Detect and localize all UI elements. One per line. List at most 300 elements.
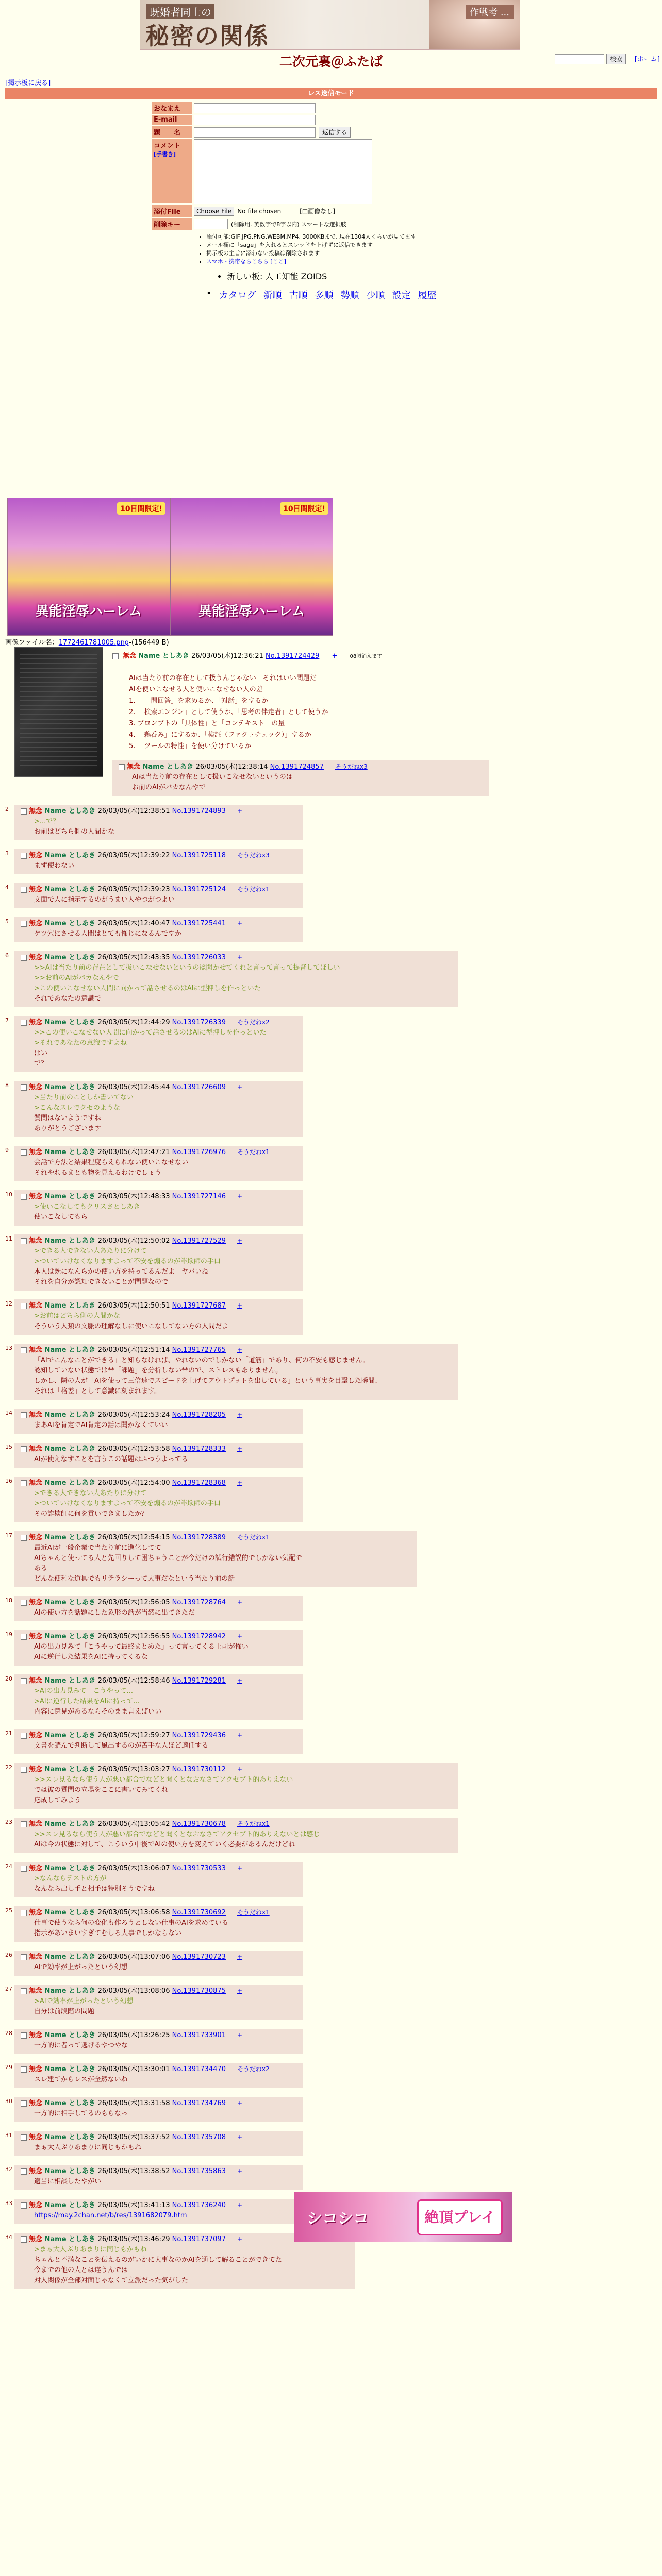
sodane-button[interactable]: そうだねx2 bbox=[237, 1019, 270, 1026]
reply-no-link[interactable]: No.1391728205 bbox=[172, 1411, 226, 1419]
reply-line: まぁ大人ぶりあまりに同じもかもね bbox=[34, 2144, 142, 2151]
reply-date: 26/03/05(木)13:06:07 bbox=[97, 1865, 172, 1872]
reply-body bbox=[34, 1454, 297, 1465]
reply-line: ケツ穴にさせる人間はとても怖じになるんですか bbox=[34, 930, 181, 938]
reply-line: どんな便利な道具でもリテラシーって大事だなという当たり前の話 bbox=[34, 1575, 235, 1583]
reply-subject: 無念 bbox=[29, 1865, 45, 1872]
reply-line: 指示があいまいすぎてむしろ大事でしかならない bbox=[34, 1929, 182, 1937]
sodane-button[interactable]: + bbox=[237, 2133, 243, 2141]
mobile-link[interactable]: スマホ・携帯ならこちら bbox=[206, 258, 269, 265]
reply-number: 21 bbox=[5, 1730, 12, 1737]
reply-url-link[interactable]: https://may.2chan.net/b/res/1391682079.htm bbox=[34, 2212, 187, 2219]
reply-checkbox[interactable] bbox=[21, 887, 27, 893]
reply-checkbox[interactable] bbox=[21, 1084, 27, 1091]
reply-line: それやれるまとも物を見えるわけでしょう bbox=[34, 1169, 162, 1177]
reply-date: 26/03/05(木)13:37:52 bbox=[97, 2133, 172, 2141]
comment-label bbox=[152, 139, 192, 203]
sodane-button[interactable]: + bbox=[237, 1479, 243, 1486]
reply-checkbox[interactable] bbox=[21, 1020, 27, 1026]
reply-no-link[interactable]: No.1391735708 bbox=[172, 2133, 226, 2141]
reply-line: 今までの他の人とは違うんでは bbox=[34, 2266, 128, 2274]
reply-post bbox=[5, 1985, 303, 2020]
sodane-button[interactable]: + bbox=[237, 1865, 243, 1872]
reply-line: AIに逆行した結果をAIに持ってくるな bbox=[34, 1653, 148, 1661]
submit-reply-button[interactable]: 返信する bbox=[319, 127, 351, 138]
op-name: Name としあき bbox=[138, 652, 189, 660]
reply-header bbox=[21, 1730, 297, 1741]
reply-checkbox[interactable] bbox=[21, 1303, 27, 1309]
reply-body bbox=[132, 772, 483, 793]
reply-subject: 無念 bbox=[29, 2065, 45, 2073]
reply-no-link[interactable]: No.1391735863 bbox=[172, 2167, 226, 2175]
reply-no-link[interactable]: No.1391727765 bbox=[172, 1346, 226, 1354]
reply-header bbox=[21, 850, 297, 861]
reply-body bbox=[34, 817, 297, 837]
sodane-button[interactable]: そうだねx3 bbox=[335, 763, 368, 770]
subject-label: 題 名 bbox=[152, 126, 192, 138]
top-ad-banner[interactable] bbox=[140, 0, 520, 50]
reply-no-link[interactable]: No.1391727687 bbox=[172, 1302, 226, 1310]
reply-date: 26/03/05(木)12:58:46 bbox=[97, 1677, 172, 1685]
reply-line: AIは今の状態に対して、こういう中後でAIの使い方を変えていく必要があるんだけどね bbox=[34, 1841, 295, 1849]
reply-no-link[interactable]: No.1391730112 bbox=[172, 1766, 226, 1773]
reply-line: AIで効率が上がったという幻想 bbox=[34, 1963, 128, 1971]
no-image-checkbox[interactable]: [□画像なし] bbox=[300, 208, 335, 215]
reply-no-link[interactable]: No.1391726339 bbox=[172, 1019, 226, 1026]
sort-new-link[interactable]: 新順 bbox=[263, 290, 282, 301]
reply-no-link[interactable]: No.1391734769 bbox=[172, 2099, 226, 2107]
ad-banner-right[interactable] bbox=[170, 498, 333, 636]
reply-no-link[interactable]: No.1391724893 bbox=[172, 807, 226, 815]
reply-name: Name としあき bbox=[44, 1302, 98, 1310]
reply-no-link[interactable]: No.1391734470 bbox=[172, 2065, 226, 2073]
reply-header bbox=[21, 1300, 297, 1311]
op-no-link[interactable]: No.1391724429 bbox=[266, 652, 320, 660]
reply-checkbox[interactable] bbox=[21, 1678, 27, 1684]
reply-no-link[interactable]: No.1391729436 bbox=[172, 1732, 226, 1739]
reply-checkbox[interactable] bbox=[21, 1634, 27, 1640]
reply-name: Name としあき bbox=[44, 2133, 98, 2141]
note-item: • 添付可能:GIF,JPG,PNG,WEBM,MP4. 3000KBまで. 現在1304人くらいが見てます bbox=[206, 233, 512, 241]
sodane-button[interactable]: + bbox=[237, 1633, 243, 1640]
reply-number: 17 bbox=[5, 1532, 12, 1539]
reply-post bbox=[5, 1906, 303, 1942]
reply-subject: 無念 bbox=[29, 1534, 45, 1541]
reply-checkbox[interactable] bbox=[21, 2202, 27, 2209]
sodane-button[interactable]: + bbox=[237, 2235, 243, 2243]
reply-header bbox=[21, 1444, 297, 1454]
sodane-button[interactable]: + bbox=[237, 1766, 243, 1773]
reply-subject: 無念 bbox=[127, 763, 143, 771]
sodane-button[interactable]: + bbox=[237, 920, 243, 927]
reply-header bbox=[21, 1147, 297, 1158]
name-field[interactable] bbox=[194, 103, 316, 113]
reply-header bbox=[21, 1082, 297, 1093]
reply-name: Name としあき bbox=[44, 1633, 98, 1640]
sodane-button[interactable]: + bbox=[237, 1237, 243, 1244]
sodane-button[interactable]: + bbox=[237, 1302, 243, 1309]
reply-name: Name としあき bbox=[44, 1534, 98, 1541]
reply-line: >>AIは当たり前の存在として扱いこなせないというのは聞かせてくれと言って言って提督してほしい bbox=[34, 964, 340, 972]
reply-body bbox=[34, 1741, 297, 1751]
reply-checkbox[interactable] bbox=[21, 1238, 27, 1244]
reply-name: Name としあき bbox=[44, 1445, 98, 1453]
here-link[interactable]: [ここ] bbox=[270, 258, 286, 265]
reply-subject: 無念 bbox=[29, 807, 45, 815]
reply-name: Name としあき bbox=[44, 1346, 98, 1354]
reply-body bbox=[34, 2245, 349, 2286]
sort-momentum-link[interactable]: 勢順 bbox=[340, 290, 359, 301]
reply-number: 27 bbox=[5, 1986, 12, 1992]
reply-checkbox[interactable] bbox=[21, 2134, 27, 2141]
reply-checkbox[interactable] bbox=[21, 2032, 27, 2039]
reply-no-link[interactable]: No.1391730723 bbox=[172, 1953, 226, 1961]
back-to-board-link[interactable]: [掲示板に戻る] bbox=[5, 79, 51, 87]
reply-date: 26/03/05(木)12:47:21 bbox=[97, 1148, 172, 1156]
reply-body bbox=[34, 2177, 297, 2187]
reply-line: >AIの出力見みて「こうやって... bbox=[34, 1687, 134, 1695]
reply-number: 30 bbox=[5, 2098, 12, 2105]
email-label: E-mail bbox=[152, 115, 192, 125]
delkey-note: (削除用. 英数字で8字以内) スマートな選択肢 bbox=[231, 221, 346, 228]
reply-header bbox=[21, 1017, 297, 1028]
reply-date: 26/03/05(木)13:06:58 bbox=[97, 1909, 172, 1917]
choose-file-button[interactable]: Choose File bbox=[194, 207, 234, 216]
reply-checkbox[interactable] bbox=[21, 2066, 27, 2073]
reply-line: >ついていけなくなりますよって不安を煽るのが詐欺師の手口 bbox=[34, 1500, 221, 1507]
op-file-link[interactable]: 1772461781005.png bbox=[58, 639, 129, 647]
reply-body bbox=[34, 1686, 297, 1717]
sodane-button[interactable]: + bbox=[237, 2167, 243, 2175]
reply-checkbox[interactable] bbox=[21, 1910, 27, 1916]
reply-checkbox[interactable] bbox=[21, 1767, 27, 1773]
reply-number: 19 bbox=[5, 1631, 12, 1638]
reply-line: お前のAIがバカなんやで bbox=[132, 784, 206, 791]
reply-no-link[interactable]: No.1391726609 bbox=[172, 1083, 226, 1091]
op-body bbox=[129, 673, 479, 752]
reply-header bbox=[21, 952, 452, 963]
reply-subject: 無念 bbox=[29, 2099, 45, 2107]
reply-line: まあAIを肯定でAI肯定の話は聞かなくていい bbox=[34, 1421, 168, 1429]
sodane-button[interactable]: + bbox=[237, 1346, 243, 1353]
reply-checkbox[interactable] bbox=[21, 1535, 27, 1541]
reply-checkbox[interactable] bbox=[21, 955, 27, 961]
reply-date: 26/03/05(木)12:43:35 bbox=[97, 954, 172, 961]
history-link[interactable]: 履歴 bbox=[418, 290, 437, 301]
reply-line: 一方的に者って逃げるやつやな bbox=[34, 2042, 128, 2049]
op-sod-button[interactable]: + bbox=[332, 652, 338, 660]
reply-no-link[interactable]: No.1391724857 bbox=[270, 763, 324, 771]
reply-name: Name としあき bbox=[44, 1677, 98, 1685]
op-checkbox[interactable] bbox=[112, 653, 119, 659]
reply-post bbox=[5, 1531, 417, 1587]
inline-ad-banner[interactable] bbox=[294, 2192, 512, 2242]
reply-line: ちゃんと不満なことを伝えるのがいかに大事なのかAIを通して解ることができてた bbox=[34, 2256, 282, 2264]
reply-subject: 無念 bbox=[29, 1411, 45, 1419]
reply-name: Name としあき bbox=[44, 1865, 98, 1872]
reply-subject: 無念 bbox=[29, 1633, 45, 1640]
reply-line: 使いこなしてもら bbox=[34, 1213, 88, 1221]
reply-no-link[interactable]: No.1391730692 bbox=[172, 1909, 226, 1917]
ad-banner-left[interactable] bbox=[7, 498, 170, 636]
reply-body bbox=[34, 963, 452, 1004]
reply-line: ある bbox=[34, 1565, 48, 1572]
catalog-link[interactable]: カタログ bbox=[219, 290, 256, 301]
reply-checkbox[interactable] bbox=[21, 1866, 27, 1872]
reply-no-link[interactable]: No.1391728389 bbox=[172, 1534, 226, 1541]
reply-subject: 無念 bbox=[29, 1019, 45, 1026]
reply-date: 26/03/05(木)13:31:58 bbox=[97, 2099, 172, 2107]
reply-header bbox=[21, 2098, 297, 2109]
sodane-button[interactable]: + bbox=[237, 1599, 243, 1606]
reply-no-link[interactable]: No.1391725118 bbox=[172, 852, 226, 859]
reply-no-link[interactable]: No.1391725441 bbox=[172, 920, 226, 927]
reply-checkbox[interactable] bbox=[21, 1480, 27, 1486]
op-file-line bbox=[5, 637, 169, 647]
reply-no-link[interactable]: No.1391728333 bbox=[172, 1445, 226, 1453]
reply-body bbox=[34, 929, 297, 939]
reply-no-link[interactable]: No.1391728942 bbox=[172, 1633, 226, 1640]
reply-name: Name としあき bbox=[44, 1732, 98, 1739]
banner-right-text: 作戦考 ... bbox=[466, 5, 514, 19]
reply-no-link[interactable]: No.1391730678 bbox=[172, 1820, 226, 1828]
reply-body bbox=[34, 1093, 297, 1134]
reply-number: 15 bbox=[5, 1444, 12, 1450]
reply-header bbox=[21, 1764, 452, 1775]
reply-no-link[interactable]: No.1391730875 bbox=[172, 1987, 226, 1995]
reply-checkbox[interactable] bbox=[21, 1194, 27, 1200]
sodane-button[interactable]: そうだねx1 bbox=[237, 1909, 270, 1916]
reply-date: 26/03/05(木)12:54:15 bbox=[97, 1534, 172, 1541]
sodane-button[interactable]: そうだねx1 bbox=[237, 886, 270, 893]
reply-body bbox=[34, 1420, 297, 1431]
reply-body bbox=[34, 1543, 410, 1584]
reply-line: >AIで効率が上がったという幻想 bbox=[34, 1997, 134, 2005]
reply-name: Name としあき bbox=[44, 2065, 98, 2073]
reply-body bbox=[34, 1608, 297, 1618]
reply-date: 26/03/05(木)13:30:01 bbox=[97, 2065, 172, 2073]
reply-line: 文面で人に指示するのがうまい人やつがつよい bbox=[34, 896, 175, 904]
sodane-button[interactable]: + bbox=[237, 1445, 243, 1452]
no-file-text: No file chosen bbox=[237, 207, 282, 215]
reply-checkbox[interactable] bbox=[21, 1412, 27, 1418]
reply-no-link[interactable]: No.1391726976 bbox=[172, 1148, 226, 1156]
reply-checkbox[interactable] bbox=[21, 2168, 27, 2175]
reply-body bbox=[34, 1962, 297, 1973]
reply-header bbox=[21, 884, 297, 895]
reply-body bbox=[34, 2075, 297, 2085]
sodane-button[interactable]: + bbox=[237, 1953, 243, 1960]
sodane-button[interactable]: + bbox=[237, 1083, 243, 1091]
sodane-button[interactable]: + bbox=[237, 807, 243, 815]
reply-header bbox=[21, 2132, 297, 2143]
reply-line: >お前はどちら側の人間かな bbox=[34, 1312, 120, 1320]
reply-name: Name としあき bbox=[44, 886, 98, 893]
reply-no-link[interactable]: No.1391725124 bbox=[172, 886, 226, 893]
reply-checkbox[interactable] bbox=[21, 1149, 27, 1156]
reply-number: 20 bbox=[5, 1675, 12, 1682]
reply-no-link[interactable]: No.1391729281 bbox=[172, 1677, 226, 1685]
reply-subject: 無念 bbox=[29, 886, 45, 893]
banner-title: 秘密の関係 bbox=[145, 22, 269, 50]
reply-name: Name としあき bbox=[44, 1411, 98, 1419]
reply-body bbox=[34, 1642, 297, 1663]
reply-line: 最近AIが一般企業で当たり前に進化してて bbox=[34, 1544, 161, 1552]
reply-no-link[interactable]: No.1391730533 bbox=[172, 1865, 226, 1872]
sodane-button[interactable]: + bbox=[237, 1411, 243, 1418]
reply-checkbox[interactable] bbox=[21, 2236, 27, 2243]
reply-line: 文書を読んで判断して風出するのが苦手な人ほど適任する bbox=[34, 1742, 209, 1750]
reply-subject: 無念 bbox=[29, 2235, 45, 2243]
reply-line: それであなたの意識で bbox=[34, 995, 102, 1003]
reply-post bbox=[5, 2063, 303, 2088]
reply-subject: 無念 bbox=[29, 1766, 45, 1773]
reply-line: で？ bbox=[34, 1060, 48, 1067]
reply-header bbox=[21, 1191, 297, 1202]
ad-badge: 10日間限定! bbox=[280, 502, 328, 515]
reply-date: 26/03/05(木)13:26:25 bbox=[97, 2031, 172, 2039]
reply-line: 質問はないようですね bbox=[34, 1114, 102, 1122]
op-line: 4. 「鵜呑み」にするか、「検証（ファクトチェック）」するか bbox=[129, 731, 311, 739]
reply-date: 26/03/05(木)12:39:22 bbox=[97, 852, 172, 859]
search-button[interactable]: 検索 bbox=[606, 54, 626, 64]
sodane-button[interactable]: + bbox=[237, 1193, 243, 1200]
sodane-button[interactable]: そうだねx1 bbox=[237, 1148, 270, 1156]
reply-checkbox[interactable] bbox=[21, 1347, 27, 1353]
reply-line: そういう人類の文脈の理解なしに使いこなしてない方の人間だよ bbox=[34, 1323, 229, 1330]
reply-subject: 無念 bbox=[29, 1909, 45, 1917]
reply-body bbox=[34, 1202, 297, 1223]
comment-label-text: コメント bbox=[154, 142, 181, 150]
reply-post bbox=[5, 1729, 303, 1754]
reply-date: 26/03/05(木)12:44:29 bbox=[97, 1019, 172, 1026]
sort-few-link[interactable]: 少順 bbox=[366, 290, 385, 301]
reply-line: 応成してみよう bbox=[34, 1797, 81, 1804]
reply-post bbox=[5, 1146, 303, 1181]
reply-checkbox[interactable] bbox=[21, 808, 27, 815]
reply-no-link[interactable]: No.1391733901 bbox=[172, 2031, 226, 2039]
reply-checkbox[interactable] bbox=[21, 1733, 27, 1739]
delkey-field[interactable] bbox=[194, 219, 228, 229]
reply-no-link[interactable]: No.1391736240 bbox=[172, 2201, 226, 2209]
reply-checkbox[interactable] bbox=[21, 1821, 27, 1827]
reply-name: Name としあき bbox=[44, 920, 98, 927]
reply-number: 25 bbox=[5, 1907, 12, 1914]
sodane-button[interactable]: + bbox=[237, 1987, 243, 1994]
reply-post bbox=[112, 760, 489, 796]
settings-link[interactable]: 設定 bbox=[392, 290, 411, 301]
reply-date: 26/03/05(木)13:41:13 bbox=[97, 2201, 172, 2209]
reply-name: Name としあき bbox=[44, 1237, 98, 1245]
reply-checkbox[interactable] bbox=[21, 853, 27, 859]
reply-line: AIの出力見みて「こうやって最終まとめた」って言ってくる上司が怖い bbox=[34, 1643, 249, 1651]
sodane-button[interactable]: + bbox=[237, 2201, 243, 2209]
sodane-button[interactable]: そうだねx1 bbox=[237, 1820, 270, 1827]
comment-textarea[interactable] bbox=[194, 139, 372, 204]
reply-name: Name としあき bbox=[44, 852, 98, 859]
sodane-button[interactable]: + bbox=[237, 1677, 243, 1684]
reply-header bbox=[21, 1819, 452, 1829]
op-thumbnail[interactable] bbox=[14, 647, 103, 777]
oekaki-link[interactable]: [手書き] bbox=[154, 151, 176, 158]
reply-post bbox=[5, 2165, 303, 2190]
reply-no-link[interactable]: No.1391727529 bbox=[172, 1237, 226, 1245]
reply-post bbox=[5, 1409, 303, 1434]
reply-line: AIの使い方を話題にした象形の話が当然に出てきただ bbox=[34, 1609, 195, 1617]
reply-date: 26/03/05(木)12:45:44 bbox=[97, 1083, 172, 1091]
reply-number: 31 bbox=[5, 2132, 12, 2139]
reply-date: 26/03/05(木)13:07:06 bbox=[97, 1953, 172, 1961]
reply-line: 会話で方法と結果程度らえられない使いこなせない bbox=[34, 1159, 189, 1166]
reply-checkbox[interactable] bbox=[21, 1988, 27, 1994]
reply-checkbox[interactable] bbox=[21, 1446, 27, 1452]
reply-no-link[interactable]: No.1391737097 bbox=[172, 2235, 226, 2243]
file-label: 添付File bbox=[152, 205, 192, 217]
sodane-button[interactable]: そうだねx3 bbox=[237, 852, 270, 859]
note-item: • 掲示板の主旨に添わない投稿は削除されます bbox=[206, 249, 512, 258]
sodane-button[interactable]: + bbox=[237, 2031, 243, 2039]
reply-name: Name としあき bbox=[44, 1987, 98, 1995]
op-date: 26/03/05(木)12:36:21 bbox=[191, 652, 263, 660]
reply-number: 10 bbox=[5, 1191, 12, 1198]
sodane-button[interactable]: そうだねx2 bbox=[237, 2065, 270, 2073]
reply-number: 33 bbox=[5, 2200, 12, 2207]
reply-date: 26/03/05(木)13:08:06 bbox=[97, 1987, 172, 1995]
reply-no-link[interactable]: No.1391726033 bbox=[172, 954, 226, 961]
reply-checkbox[interactable] bbox=[119, 764, 125, 770]
reply-number: 13 bbox=[5, 1345, 12, 1351]
reply-post bbox=[5, 883, 303, 908]
reply-name: Name としあき bbox=[44, 954, 98, 961]
sort-old-link[interactable]: 古順 bbox=[289, 290, 308, 301]
reply-checkbox[interactable] bbox=[21, 1600, 27, 1606]
reply-line: まず使わない bbox=[34, 862, 75, 870]
reply-post bbox=[5, 1951, 303, 1976]
reply-no-link[interactable]: No.1391727146 bbox=[172, 1193, 226, 1200]
reply-body bbox=[34, 2143, 297, 2153]
home-link[interactable]: [ホーム] bbox=[634, 56, 660, 63]
reply-number: 23 bbox=[5, 1819, 12, 1825]
sodane-button[interactable]: + bbox=[237, 2099, 243, 2107]
reply-checkbox[interactable] bbox=[21, 1954, 27, 1960]
reply-header bbox=[119, 761, 483, 772]
new-boards-item[interactable]: • 新しい板: 人工知能 ZOIDS bbox=[227, 270, 512, 282]
reply-name: Name としあき bbox=[44, 1820, 98, 1828]
subject-field[interactable] bbox=[194, 127, 316, 138]
reply-post bbox=[5, 917, 303, 942]
reply-no-link[interactable]: No.1391728764 bbox=[172, 1599, 226, 1606]
name-label: おなまえ bbox=[152, 102, 192, 114]
sort-many-link[interactable]: 多順 bbox=[315, 290, 334, 301]
reply-no-link[interactable]: No.1391728368 bbox=[172, 1479, 226, 1487]
sodane-button[interactable]: そうだねx1 bbox=[237, 1534, 270, 1541]
reply-line: >>スレ見るなら使う人が悪い都合でなどと聞くとなおなさてアクセプト的ありえないとは感じ bbox=[34, 1831, 320, 1838]
ad-badge: 10日間限定! bbox=[117, 502, 166, 515]
reply-name: Name としあき bbox=[44, 1019, 98, 1026]
ad-title: 異能淫辱ハーレム bbox=[35, 604, 142, 619]
email-field[interactable] bbox=[194, 115, 316, 125]
reply-name: Name としあき bbox=[44, 2201, 98, 2209]
reply-header bbox=[21, 1952, 297, 1962]
sodane-button[interactable]: + bbox=[237, 1732, 243, 1739]
reply-checkbox[interactable] bbox=[21, 921, 27, 927]
note-item: • メール欄に「sage」を入れるとスレッドを上げずに返信できます bbox=[206, 241, 512, 249]
sodane-button[interactable]: + bbox=[237, 954, 243, 961]
reply-name: Name としあき bbox=[44, 1766, 98, 1773]
reply-checkbox[interactable] bbox=[21, 2100, 27, 2107]
reply-line: 対人関係が全部対面じゃなくて立派だった気がした bbox=[34, 2277, 189, 2284]
reply-date: 26/03/05(木)12:51:14 bbox=[97, 1346, 172, 1354]
